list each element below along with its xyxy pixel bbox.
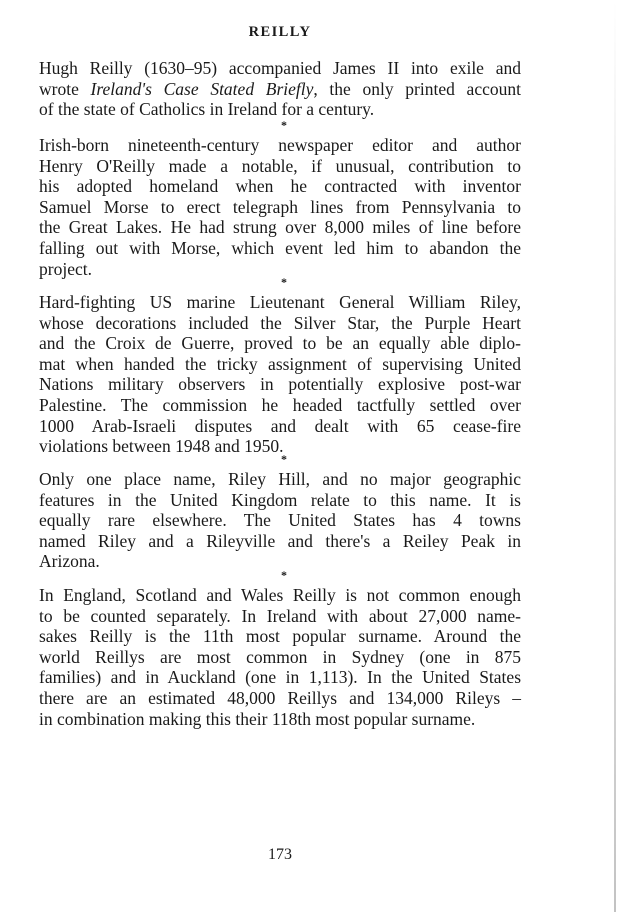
- text-line: Palestine. The commission he headed tactfully settled over: [39, 394, 521, 415]
- text-line: Arizona.: [39, 551, 100, 572]
- text-line: violations between 1948 and 1950.: [39, 436, 284, 457]
- text-line: 1000 Arab-Israeli disputes and dealt with 65 cease-fire: [39, 415, 521, 436]
- text-line: the Great Lakes. He had strung over 8,000 miles of line before: [39, 217, 521, 238]
- text-line: world Reillys are most common in Sydney (one in 875: [39, 646, 521, 667]
- text-line: equally rare elsewhere. The United States has 4 towns: [39, 510, 521, 531]
- text-line: features in the United Kingdom relate to this name. It is: [39, 489, 521, 510]
- section-separator: *: [281, 275, 287, 289]
- page-number: 173: [268, 846, 292, 863]
- section-separator: *: [281, 118, 287, 132]
- text-line: Nations military observers in potentially explosive post-war: [39, 374, 521, 395]
- paragraph-henry-oreilly: [39, 135, 521, 279]
- page-edge-shadow: [614, 0, 616, 912]
- text-line: In England, Scotland and Wales Reilly is not common enough: [39, 585, 521, 605]
- section-separator: *: [281, 452, 287, 466]
- paragraph-hugh-reilly: [39, 58, 521, 120]
- text-line: whose decorations included the Silver Star, the Purple Heart: [39, 312, 521, 333]
- text-line: Only one place name, Riley Hill, and no major geographic: [39, 469, 521, 489]
- text-line: Hugh Reilly (1630–95) accompanied James II into exile and: [39, 58, 521, 78]
- running-head: REILLY: [248, 24, 312, 40]
- text-line: Irish-born nineteenth-century newspaper editor and author: [39, 135, 521, 155]
- text-line: Hard-fighting US marine Lieutenant General William Riley,: [39, 292, 521, 312]
- text-line: project.: [39, 258, 92, 279]
- text-line: named Riley and a Rileyville and there's a Reiley Peak in: [39, 530, 521, 551]
- paragraph-place-names: [39, 469, 521, 572]
- text-line: there are an estimated 48,000 Reillys and 134,000 Rileys –: [39, 687, 521, 708]
- text-line: Samuel Morse to erect telegraph lines from Pennsylvania to: [39, 196, 521, 217]
- paragraph-william-riley: [39, 292, 521, 457]
- italic-title: Ireland's Case Stated Briefly: [90, 78, 314, 99]
- text-line: Henry O'Reilly made a notable, if unusual, contribution to: [39, 155, 521, 176]
- text-line: his adopted homeland when he contracted with inventor: [39, 176, 521, 197]
- text-line: of the state of Catholics in Ireland for a century.: [39, 99, 375, 120]
- section-separator: *: [281, 568, 287, 582]
- text-line: wrote Ireland's Case Stated Briefly, the only printed account: [39, 78, 521, 99]
- text-line: families) and in Auckland (one in 1,113). In the United States: [39, 667, 521, 688]
- paragraph-surname-statistics: [39, 585, 521, 729]
- text-line: and the Croix de Guerre, proved to be an equally able diplo-: [39, 333, 521, 354]
- text-line: mat when handed the tricky assignment of supervising United: [39, 353, 521, 374]
- text-line: sakes Reilly is the 11th most popular surname. Around the: [39, 626, 521, 647]
- text-line: to be counted separately. In Ireland with about 27,000 name-: [39, 605, 521, 626]
- text-line: in combination making this their 118th most popular surname.: [39, 708, 476, 729]
- text-line: falling out with Morse, which event led him to abandon the: [39, 237, 521, 258]
